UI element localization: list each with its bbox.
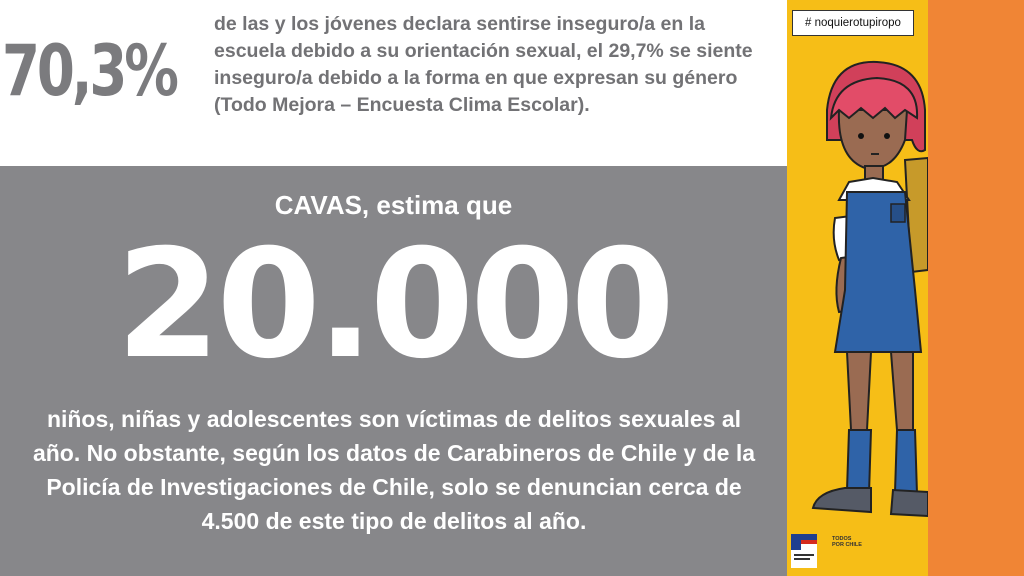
campaign-logo: TODOS POR CHILE (832, 536, 862, 548)
cavas-intro: CAVAS, estima que (274, 190, 513, 220)
stat-percent: 70,3% (2, 30, 176, 112)
cavas-number: 20.000 (116, 218, 671, 392)
orange-side-band (928, 0, 1024, 576)
cavas-description: niños, niñas y adolescentes son víctimas de delitos sexuales al año. No obstante, según los datos de Carabineros de Chile y de la Policía de Investigaciones de Chile, solo se denuncian cerca de 4.500 de este tipo de delitos al año. (32, 406, 756, 534)
government-logo-icon (791, 534, 817, 568)
schoolgirl-illustration (787, 40, 928, 540)
stat-description: de las y los jóvenes declara sentirse inseguro/a en la escuela debido a su orientación sexual, el 29,7% se siente inseguro/a debido a la forma en que expresan su género (Todo Mejora – Encuesta Clima Escolar). (214, 13, 753, 116)
hashtag-label: # noquierotupiropo (792, 10, 914, 36)
